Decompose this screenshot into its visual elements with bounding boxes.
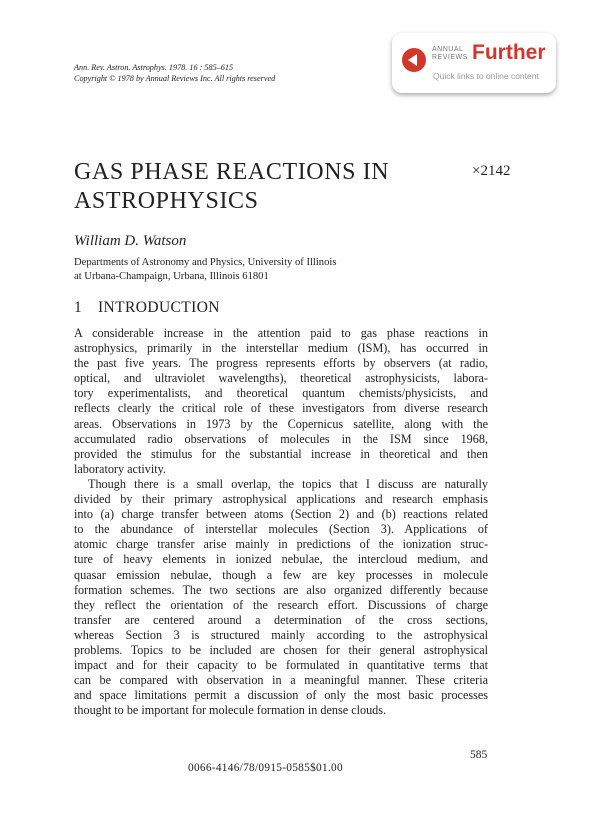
copyright-notice: Copyright © 1978 by Annual Reviews Inc. All rights reserved: [74, 74, 276, 83]
affiliation-line: at Urbana-Champaign, Urbana, Illinois 61801: [74, 271, 269, 282]
footer-code: 0066-4146/78/0915-0585$01.00: [188, 762, 343, 774]
body-line: formation schemes. The two sections are also organized differently because: [74, 582, 488, 597]
further-label: Further: [472, 41, 546, 64]
body-line: whereas Section 3 is structured mainly according to the astrophysical: [74, 627, 488, 642]
body-line: quasar emission nebulae, though a few are key processes in molecule: [74, 567, 488, 582]
body-line: to the abundance of interstellar molecules (Section 3). Applications of: [74, 522, 488, 537]
further-badge[interactable]: [392, 33, 556, 93]
body-line: problems. Topics to be included are chosen for their general astrophysical: [74, 642, 488, 657]
body-line: laboratory activity.: [74, 461, 166, 476]
body-line: and space limitations permit a discussion of only the most basic processes: [74, 688, 488, 703]
journal-citation-block: [74, 62, 354, 84]
body-line: reflects clearly the critical role of these investigators from diverse research: [74, 401, 488, 416]
body-line: the past five years. The progress represents efforts by observers (at radio,: [74, 356, 488, 371]
body-line: areas. Observations in 1973 by the Copernicus satellite, along with the: [74, 416, 488, 431]
journal-citation: Ann. Rev. Astron. Astrophys. 1978. 16 : 585–615: [74, 63, 234, 72]
body-line: optical, and ultraviolet wavelengths), theoretical astrophysicists, labora-: [74, 371, 488, 386]
body-line: astrophysics, primarily in the interstellar medium (ISM), has occurred in: [74, 341, 488, 356]
play-back-icon: [402, 48, 426, 72]
further-tagline: Quick links to online content: [433, 71, 539, 81]
body-line: accumulated radio observations of molecules in the ISM since 1968,: [74, 431, 488, 446]
body-line: can be compared with observation in a meaningful manner. These criteria: [74, 673, 488, 688]
body-line: transfer are centered around a determination of the cross sections,: [74, 612, 488, 627]
body-line: Though there is a small overlap, the topics that I discuss are naturally: [88, 476, 488, 491]
article-title: GAS PHASE REACTIONS IN ASTROPHYSICS: [74, 159, 390, 214]
section-heading: [74, 299, 220, 317]
author-affiliation: [74, 256, 336, 284]
body-line: atomic charge transfer arise mainly in predictions of the ionization struc-: [74, 537, 488, 552]
section-number: 1: [74, 299, 83, 316]
body-line: A considerable increase in the attention paid to gas phase reactions in: [74, 326, 488, 340]
body-line: they reflect the orientation of the research effort. Discussions of charge: [74, 597, 488, 612]
page-number: 585: [470, 749, 488, 761]
body-text: [74, 326, 488, 718]
author-name: William D. Watson: [74, 233, 187, 249]
affiliation-line: Departments of Astronomy and Physics, University of Illinois: [74, 257, 337, 268]
body-line: thought to be important for molecule formation in dense clouds.: [74, 703, 387, 718]
section-title: INTRODUCTION: [98, 299, 220, 316]
body-line: divided by their primary astrophysical applications and research emphasis: [74, 492, 488, 507]
annual-reviews-logo-text: ANNUAL REVIEWS: [432, 46, 468, 61]
body-line: provided the stimulus for the substantial increase in theoretical and then: [74, 446, 488, 461]
reference-number: ×2142: [472, 163, 511, 179]
body-line: impact and for their capacity to be formulated in quantitative terms that: [74, 658, 488, 673]
body-line: tory experimentalists, and theoretical quantum chemists/physicists, and: [74, 386, 488, 401]
body-line: ture of heavy elements in ionized nebulae, the intercloud medium, and: [74, 552, 488, 567]
body-line: into (a) charge transfer between atoms (Section 2) and (b) reactions related: [74, 507, 488, 522]
